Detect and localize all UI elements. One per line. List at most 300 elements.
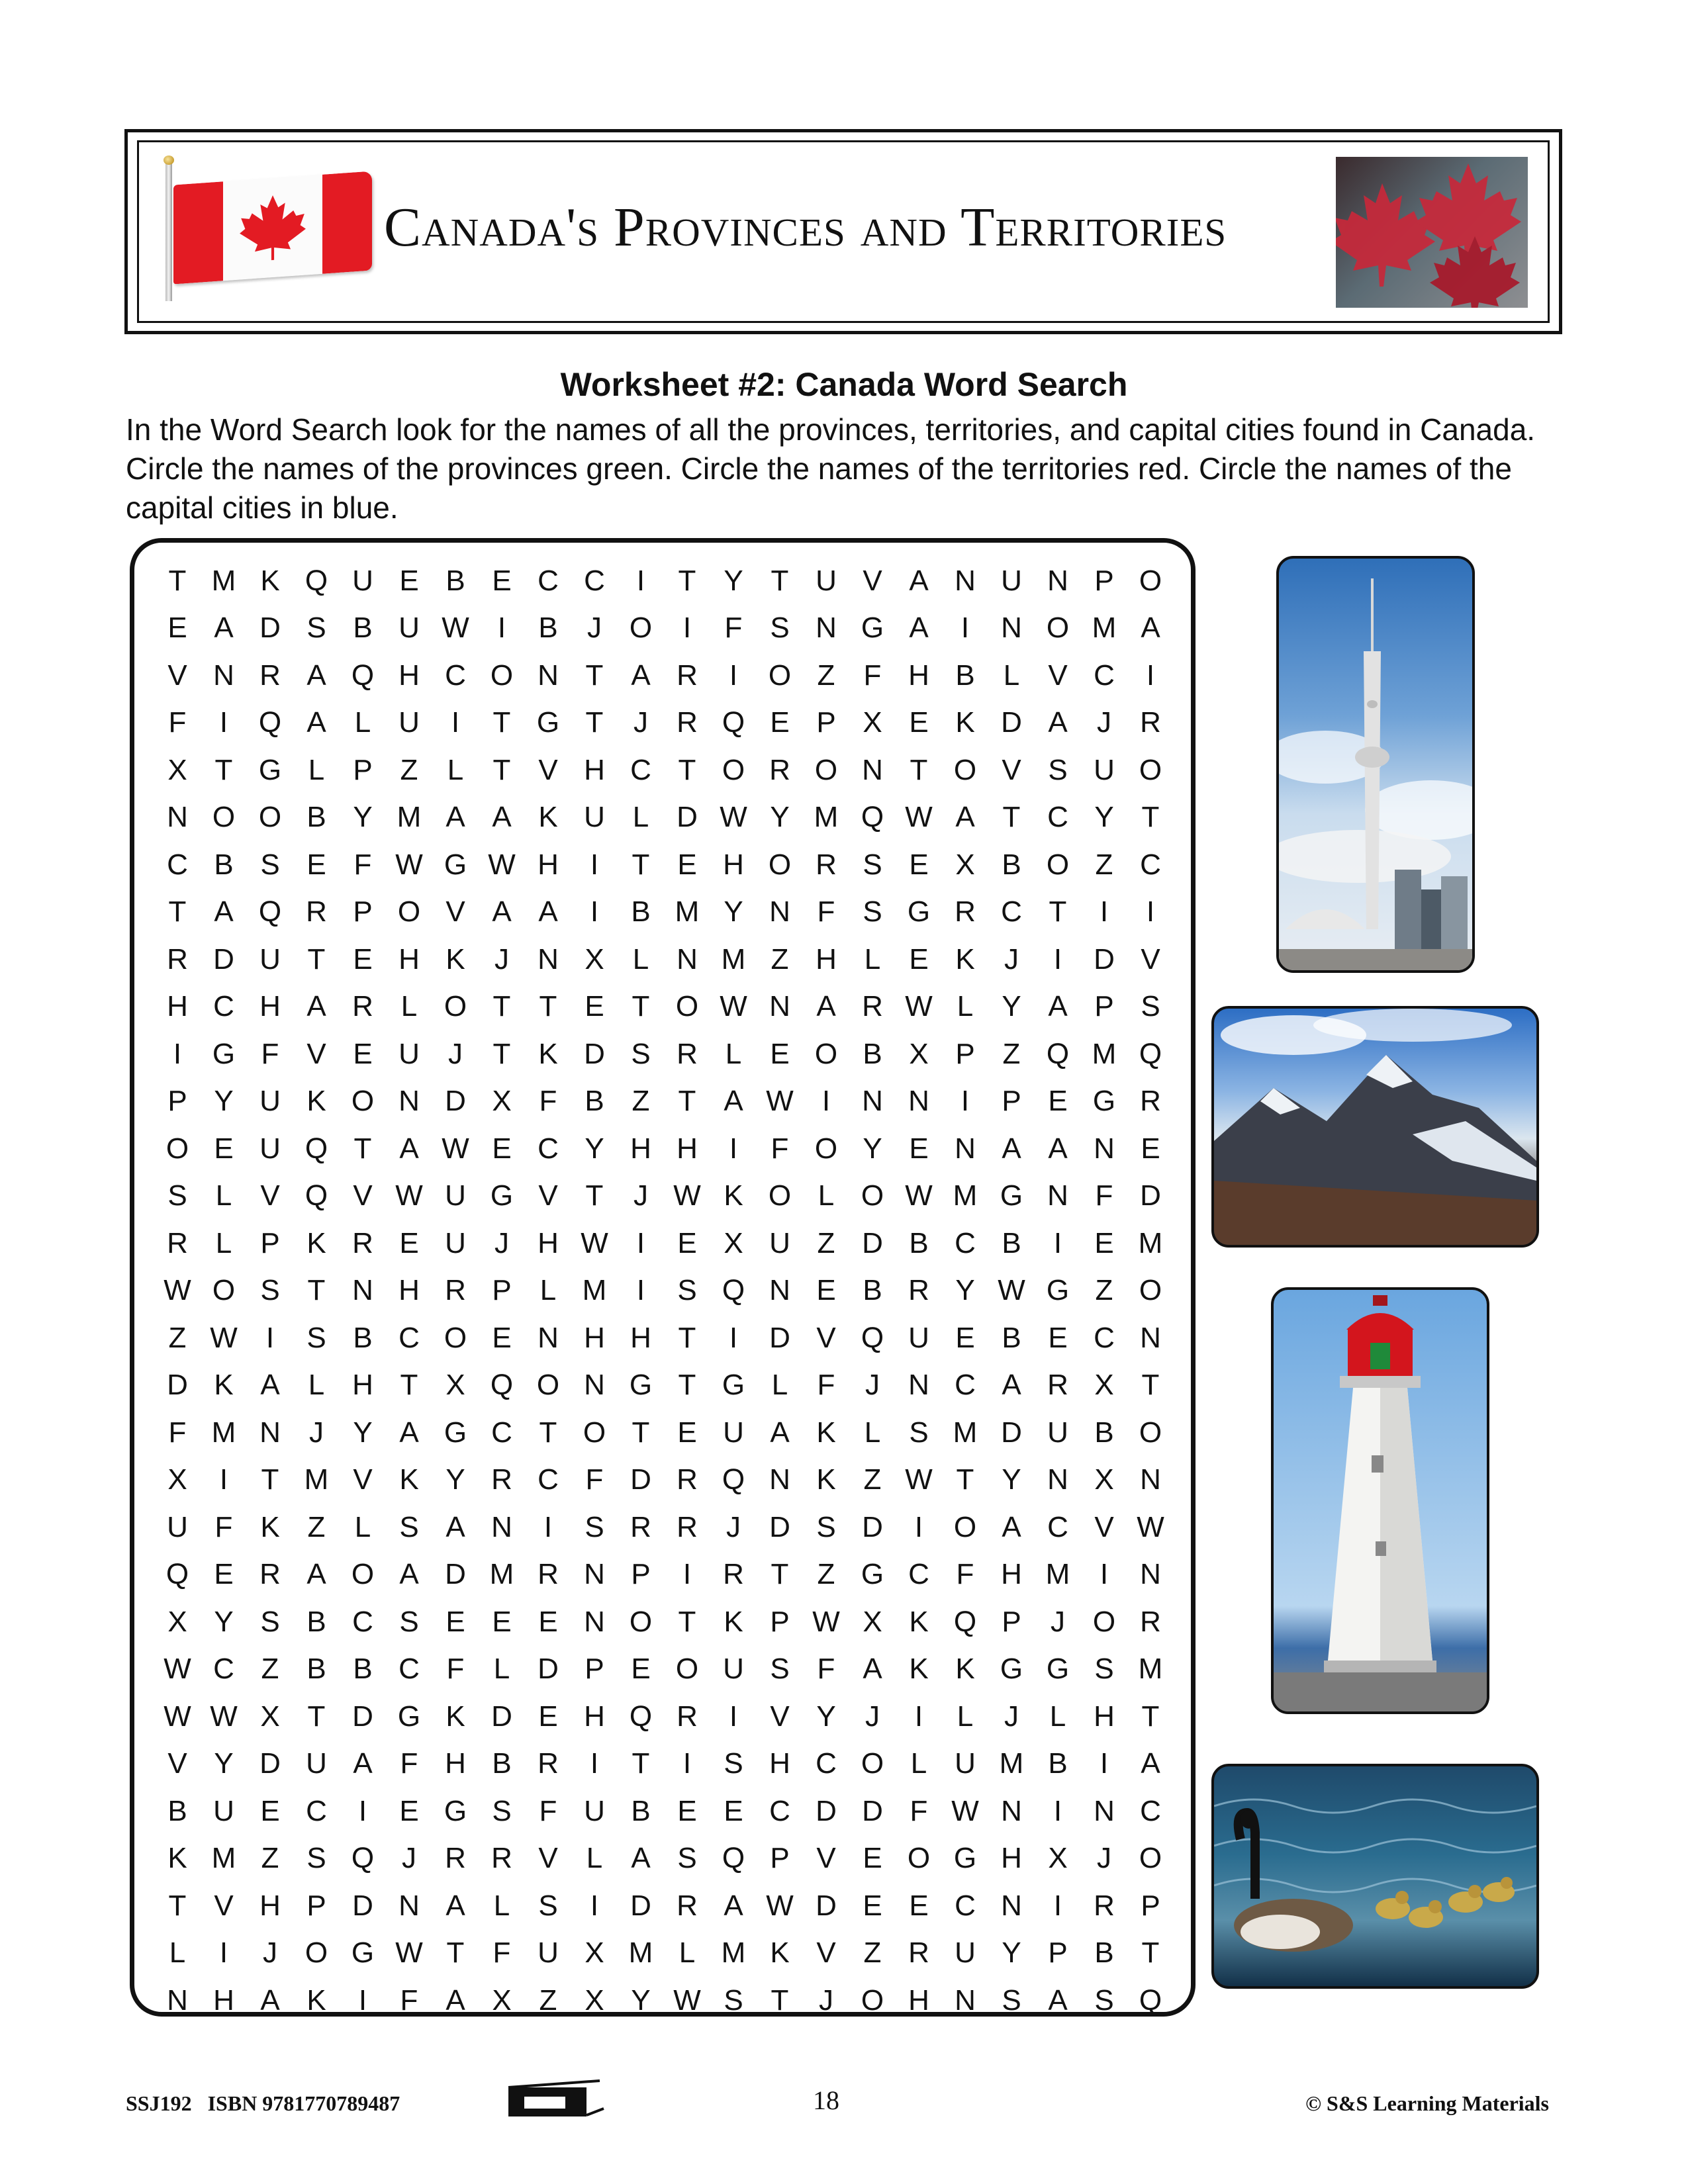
grid-letter[interactable]: B [863,1037,882,1070]
grid-letter[interactable]: R [445,1842,466,1875]
grid-letter[interactable]: A [631,659,651,692]
grid-letter[interactable]: L [771,1369,788,1402]
grid-letter[interactable]: K [445,942,465,976]
grid-letter[interactable]: W [905,801,933,834]
grid-letter[interactable]: U [816,564,837,597]
grid-letter[interactable]: S [677,1274,697,1307]
grid-letter[interactable]: M [953,1179,978,1212]
grid-letter[interactable]: P [167,1085,187,1118]
grid-letter[interactable]: M [999,1747,1024,1780]
grid-letter[interactable]: F [400,1747,418,1780]
grid-letter[interactable]: I [1146,895,1155,929]
grid-letter[interactable]: N [1047,1463,1068,1496]
grid-letter[interactable]: E [214,1558,234,1591]
grid-letter[interactable]: O [305,1936,328,1970]
grid-letter[interactable]: I [1100,1747,1109,1780]
grid-letter[interactable]: G [444,1794,467,1827]
grid-letter[interactable]: Q [258,706,282,739]
grid-letter[interactable]: R [306,895,327,929]
grid-letter[interactable]: T [307,1274,326,1307]
grid-letter[interactable]: K [167,1842,187,1875]
grid-letter[interactable]: D [816,1794,837,1827]
grid-letter[interactable]: A [1002,1132,1021,1165]
grid-letter[interactable]: G [722,1369,745,1402]
grid-letter[interactable]: F [446,1653,465,1686]
grid-letter[interactable]: A [260,1983,280,2017]
grid-letter[interactable]: E [955,1321,975,1354]
grid-letter[interactable]: O [814,1037,838,1070]
grid-letter[interactable]: F [910,1794,928,1827]
grid-letter[interactable]: P [585,1653,604,1686]
grid-letter[interactable]: R [167,1226,188,1259]
grid-letter[interactable]: G [397,1700,421,1733]
grid-letter[interactable]: C [1140,1794,1161,1827]
grid-letter[interactable]: V [1094,1510,1114,1543]
grid-letter[interactable]: I [219,1936,228,1970]
grid-letter[interactable]: N [584,1369,605,1402]
grid-letter[interactable]: L [632,801,649,834]
grid-letter[interactable]: O [1139,1842,1162,1875]
grid-letter[interactable]: T [632,1747,650,1780]
grid-letter[interactable]: I [636,1226,645,1259]
grid-letter[interactable]: C [769,1794,790,1827]
grid-letter[interactable]: T [492,706,511,739]
grid-letter[interactable]: S [909,1416,929,1449]
grid-letter[interactable]: O [351,1085,375,1118]
grid-letter[interactable]: S [260,848,280,881]
grid-letter[interactable]: O [814,753,838,786]
grid-letter[interactable]: Q [1139,1037,1162,1070]
grid-letter[interactable]: M [721,942,746,976]
grid-letter[interactable]: E [260,1794,280,1827]
grid-letter[interactable]: T [168,564,187,597]
grid-letter[interactable]: E [353,942,373,976]
grid-letter[interactable]: Y [353,1416,373,1449]
grid-letter[interactable]: N [862,753,883,786]
grid-letter[interactable]: R [677,659,698,692]
grid-letter[interactable]: Y [214,1747,234,1780]
grid-letter[interactable]: H [445,1747,466,1780]
grid-letter[interactable]: M [1138,1226,1163,1259]
grid-letter[interactable]: A [214,612,234,645]
grid-letter[interactable]: I [636,1274,645,1307]
grid-letter[interactable]: D [213,942,234,976]
grid-letter[interactable]: N [1001,612,1022,645]
grid-letter[interactable]: C [630,753,651,786]
grid-letter[interactable]: L [354,1510,371,1543]
grid-letter[interactable]: S [1094,1983,1114,2017]
grid-letter[interactable]: E [724,1794,743,1827]
grid-letter[interactable]: D [584,1037,605,1070]
grid-letter[interactable]: A [631,1842,651,1875]
grid-letter[interactable]: B [1002,848,1021,881]
grid-letter[interactable]: B [1002,1226,1021,1259]
grid-letter[interactable]: Z [817,1558,835,1591]
grid-letter[interactable]: G [490,1179,514,1212]
grid-letter[interactable]: T [446,1936,465,1970]
grid-letter[interactable]: U [908,1321,929,1354]
grid-letter[interactable]: R [769,753,790,786]
grid-letter[interactable]: B [306,1653,326,1686]
grid-letter[interactable]: N [769,1274,790,1307]
grid-letter[interactable]: R [677,1510,698,1543]
grid-letter[interactable]: L [864,1416,881,1449]
grid-letter[interactable]: S [260,1605,280,1638]
grid-letter[interactable]: I [636,564,645,597]
grid-letter[interactable]: B [353,1321,373,1354]
grid-letter[interactable]: I [821,1085,831,1118]
grid-letter[interactable]: I [961,612,970,645]
grid-letter[interactable]: X [1048,1842,1068,1875]
grid-letter[interactable]: Z [400,753,418,786]
grid-letter[interactable]: G [1046,1274,1070,1307]
grid-letter[interactable]: B [306,1605,326,1638]
grid-letter[interactable]: N [1047,564,1068,597]
grid-letter[interactable]: K [538,1037,558,1070]
grid-letter[interactable]: S [306,1321,326,1354]
grid-letter[interactable]: T [678,1085,696,1118]
grid-letter[interactable]: I [729,1700,738,1733]
grid-letter[interactable]: Q [258,895,282,929]
grid-letter[interactable]: U [399,706,420,739]
grid-letter[interactable]: I [451,706,460,739]
grid-letter[interactable]: R [908,1936,929,1970]
grid-letter[interactable]: T [632,990,650,1023]
grid-letter[interactable]: A [1002,1369,1021,1402]
grid-letter[interactable]: E [863,1889,882,1922]
grid-letter[interactable]: W [905,990,933,1023]
grid-letter[interactable]: H [1001,1558,1022,1591]
grid-letter[interactable]: E [399,1794,419,1827]
grid-letter[interactable]: H [213,1983,234,2017]
grid-letter[interactable]: B [538,612,558,645]
grid-letter[interactable]: D [862,1226,883,1259]
grid-letter[interactable]: M [1045,1558,1070,1591]
grid-letter[interactable]: R [677,1463,698,1496]
grid-letter[interactable]: P [306,1889,326,1922]
grid-letter[interactable]: K [955,942,975,976]
grid-letter[interactable]: Z [1095,848,1113,881]
grid-letter[interactable]: I [682,1558,692,1591]
grid-letter[interactable]: N [908,1369,929,1402]
grid-letter[interactable]: I [1053,1794,1062,1827]
grid-letter[interactable]: D [1140,1179,1161,1212]
grid-letter[interactable]: O [444,990,467,1023]
grid-letter[interactable]: R [955,895,976,929]
grid-letter[interactable]: U [955,1936,976,1970]
grid-letter[interactable]: S [399,1605,419,1638]
grid-letter[interactable]: D [259,1747,281,1780]
grid-letter[interactable]: O [675,990,699,1023]
grid-letter[interactable]: W [210,1321,238,1354]
grid-letter[interactable]: F [724,612,743,645]
grid-letter[interactable]: R [816,848,837,881]
grid-letter[interactable]: D [352,1889,373,1922]
grid-letter[interactable]: K [770,1936,790,1970]
grid-letter[interactable]: U [769,1226,790,1259]
grid-letter[interactable]: W [720,990,747,1023]
grid-letter[interactable]: K [306,1085,326,1118]
grid-letter[interactable]: P [260,1226,280,1259]
grid-letter[interactable]: C [955,1226,976,1259]
grid-letter[interactable]: R [677,1889,698,1922]
grid-letter[interactable]: S [631,1037,651,1070]
grid-letter[interactable]: W [581,1226,608,1259]
grid-letter[interactable]: T [585,706,604,739]
grid-letter[interactable]: T [492,1037,511,1070]
grid-letter[interactable]: L [864,942,881,976]
grid-letter[interactable]: G [351,1936,375,1970]
grid-letter[interactable]: N [955,1132,976,1165]
grid-letter[interactable]: Q [1139,1983,1162,2017]
grid-letter[interactable]: L [1049,1700,1066,1733]
grid-letter[interactable]: R [352,1226,373,1259]
grid-letter[interactable]: A [306,659,326,692]
grid-letter[interactable]: V [353,1463,373,1496]
grid-letter[interactable]: X [863,1605,882,1638]
grid-letter[interactable]: N [1047,1179,1068,1212]
grid-letter[interactable]: J [309,1416,324,1449]
grid-letter[interactable]: D [816,1889,837,1922]
grid-letter[interactable]: W [673,1179,701,1212]
grid-letter[interactable]: J [633,1179,648,1212]
grid-letter[interactable]: F [492,1936,511,1970]
grid-letter[interactable]: T [771,1983,789,2017]
grid-letter[interactable]: P [1048,1936,1068,1970]
grid-letter[interactable]: K [260,1510,280,1543]
grid-letter[interactable]: O [861,1747,884,1780]
grid-letter[interactable]: A [260,1369,280,1402]
grid-letter[interactable]: U [352,564,373,597]
grid-letter[interactable]: A [445,1510,465,1543]
grid-letter[interactable]: B [1094,1416,1114,1449]
grid-letter[interactable]: Y [214,1085,234,1118]
grid-letter[interactable]: T [1141,1700,1160,1733]
grid-letter[interactable]: Q [861,801,884,834]
grid-letter[interactable]: G [907,895,931,929]
grid-letter[interactable]: H [584,1700,605,1733]
grid-letter[interactable]: C [538,1463,559,1496]
grid-letter[interactable]: B [955,659,975,692]
grid-letter[interactable]: T [1002,801,1021,834]
grid-letter[interactable]: Z [168,1321,187,1354]
grid-letter[interactable]: Q [629,1700,653,1733]
grid-letter[interactable]: Q [1046,1037,1070,1070]
grid-letter[interactable]: Y [1094,801,1114,834]
grid-letter[interactable]: U [723,1653,744,1686]
grid-letter[interactable]: K [306,1983,326,2017]
grid-letter[interactable]: L [679,1936,696,1970]
grid-letter[interactable]: J [263,1936,277,1970]
grid-letter[interactable]: F [771,1132,789,1165]
grid-letter[interactable]: W [998,1274,1025,1307]
grid-letter[interactable]: W [951,1794,979,1827]
grid-letter[interactable]: B [353,1653,373,1686]
grid-letter[interactable]: U [584,1794,605,1827]
grid-letter[interactable]: V [816,1842,836,1875]
grid-letter[interactable]: P [770,1842,790,1875]
grid-letter[interactable]: O [1046,612,1070,645]
grid-letter[interactable]: Q [305,564,328,597]
grid-letter[interactable]: U [213,1794,234,1827]
grid-letter[interactable]: D [769,1510,790,1543]
grid-letter[interactable]: Y [770,801,790,834]
grid-letter[interactable]: N [769,1463,790,1496]
grid-letter[interactable]: A [955,801,975,834]
grid-letter[interactable]: P [1094,564,1114,597]
grid-letter[interactable]: O [583,1416,606,1449]
grid-letter[interactable]: N [1140,1321,1161,1354]
grid-letter[interactable]: O [629,612,653,645]
grid-letter[interactable]: P [1002,1085,1021,1118]
grid-letter[interactable]: D [862,1510,883,1543]
grid-letter[interactable]: M [628,1936,653,1970]
grid-letter[interactable]: I [729,1321,738,1354]
grid-letter[interactable]: X [492,1983,512,2017]
grid-letter[interactable]: W [395,1179,423,1212]
grid-letter[interactable]: J [1097,706,1111,739]
grid-letter[interactable]: U [399,612,420,645]
grid-letter[interactable]: B [1002,1321,1021,1354]
grid-letter[interactable]: W [766,1085,794,1118]
grid-letter[interactable]: I [1053,1889,1062,1922]
grid-letter[interactable]: E [909,942,929,976]
grid-letter[interactable]: W [164,1653,191,1686]
grid-letter[interactable]: H [769,1747,790,1780]
grid-letter[interactable]: I [590,848,599,881]
grid-letter[interactable]: Q [722,1274,745,1307]
grid-letter[interactable]: Y [1002,990,1021,1023]
grid-letter[interactable]: T [1141,1936,1160,1970]
grid-letter[interactable]: R [1140,706,1161,739]
grid-letter[interactable]: A [492,895,512,929]
grid-letter[interactable]: N [538,942,559,976]
grid-letter[interactable]: T [1141,801,1160,834]
grid-letter[interactable]: X [585,1983,604,2017]
grid-letter[interactable]: R [862,990,883,1023]
grid-letter[interactable]: E [492,1321,512,1354]
grid-letter[interactable]: D [538,1653,559,1686]
grid-letter[interactable]: L [169,1936,186,1970]
grid-letter[interactable]: R [491,1842,512,1875]
grid-letter[interactable]: W [164,1274,191,1307]
grid-letter[interactable]: X [909,1037,929,1070]
grid-letter[interactable]: A [492,801,512,834]
grid-letter[interactable]: V [538,1179,558,1212]
grid-letter[interactable]: O [258,801,282,834]
grid-letter[interactable]: D [259,612,281,645]
grid-letter[interactable]: M [675,895,700,929]
grid-letter[interactable]: A [816,990,836,1023]
grid-letter[interactable]: O [1046,848,1070,881]
grid-letter[interactable]: J [1097,1842,1111,1875]
grid-letter[interactable]: C [167,848,188,881]
grid-letter[interactable]: E [677,848,697,881]
grid-letter[interactable]: H [908,659,929,692]
grid-letter[interactable]: C [445,659,466,692]
grid-letter[interactable]: S [863,895,882,929]
grid-letter[interactable]: A [724,1889,743,1922]
grid-letter[interactable]: A [863,1653,882,1686]
grid-letter[interactable]: S [677,1842,697,1875]
grid-letter[interactable]: L [308,1369,325,1402]
grid-letter[interactable]: O [1092,1605,1116,1638]
grid-letter[interactable]: W [673,1983,701,2017]
grid-letter[interactable]: R [538,1558,559,1591]
grid-letter[interactable]: J [1004,1700,1019,1733]
grid-letter[interactable]: S [770,612,790,645]
grid-letter[interactable]: J [865,1369,880,1402]
grid-letter[interactable]: L [493,1889,510,1922]
grid-letter[interactable]: H [1094,1700,1115,1733]
grid-letter[interactable]: N [1001,1889,1022,1922]
grid-letter[interactable]: V [863,564,882,597]
grid-letter[interactable]: O [907,1842,931,1875]
grid-letter[interactable]: N [538,659,559,692]
grid-letter[interactable]: P [353,753,373,786]
grid-letter[interactable]: S [260,1274,280,1307]
grid-letter[interactable]: I [265,1321,275,1354]
grid-letter[interactable]: U [259,942,281,976]
grid-letter[interactable]: E [399,564,419,597]
grid-letter[interactable]: U [723,1416,744,1449]
grid-letter[interactable]: W [488,848,516,881]
grid-letter[interactable]: W [1137,1510,1164,1543]
grid-letter[interactable]: S [724,1983,743,2017]
grid-letter[interactable]: H [399,942,420,976]
grid-letter[interactable]: A [1141,612,1160,645]
grid-letter[interactable]: V [538,753,558,786]
grid-letter[interactable]: T [307,942,326,976]
grid-letter[interactable]: C [908,1558,929,1591]
grid-letter[interactable]: O [768,1179,792,1212]
grid-letter[interactable]: G [861,1558,884,1591]
grid-letter[interactable]: O [444,1321,467,1354]
grid-letter[interactable]: Q [953,1605,977,1638]
grid-letter[interactable]: E [909,848,929,881]
grid-letter[interactable]: C [399,1653,420,1686]
grid-letter[interactable]: V [538,1842,558,1875]
grid-letter[interactable]: T [632,848,650,881]
grid-letter[interactable]: S [816,1510,836,1543]
grid-letter[interactable]: Q [722,706,745,739]
grid-letter[interactable]: S [863,848,882,881]
grid-letter[interactable]: N [816,612,837,645]
grid-letter[interactable]: K [955,1653,975,1686]
grid-letter[interactable]: G [629,1369,653,1402]
grid-letter[interactable]: I [682,1747,692,1780]
grid-letter[interactable]: N [769,895,790,929]
grid-letter[interactable]: G [444,848,467,881]
grid-letter[interactable]: L [586,1842,603,1875]
grid-letter[interactable]: D [1001,1416,1022,1449]
grid-letter[interactable]: E [445,1605,465,1638]
grid-letter[interactable]: Z [539,1983,557,2017]
grid-letter[interactable]: Z [1095,1274,1113,1307]
grid-letter[interactable]: D [630,1463,651,1496]
grid-letter[interactable]: A [399,1558,419,1591]
grid-letter[interactable]: A [306,990,326,1023]
grid-letter[interactable]: C [538,564,559,597]
grid-letter[interactable]: P [492,1274,512,1307]
grid-letter[interactable]: J [1004,942,1019,976]
grid-letter[interactable]: F [539,1085,557,1118]
grid-letter[interactable]: H [677,1132,698,1165]
grid-letter[interactable]: N [1001,1794,1022,1827]
grid-letter[interactable]: J [448,1037,463,1070]
grid-letter[interactable]: O [1139,753,1162,786]
grid-letter[interactable]: H [630,1321,651,1354]
